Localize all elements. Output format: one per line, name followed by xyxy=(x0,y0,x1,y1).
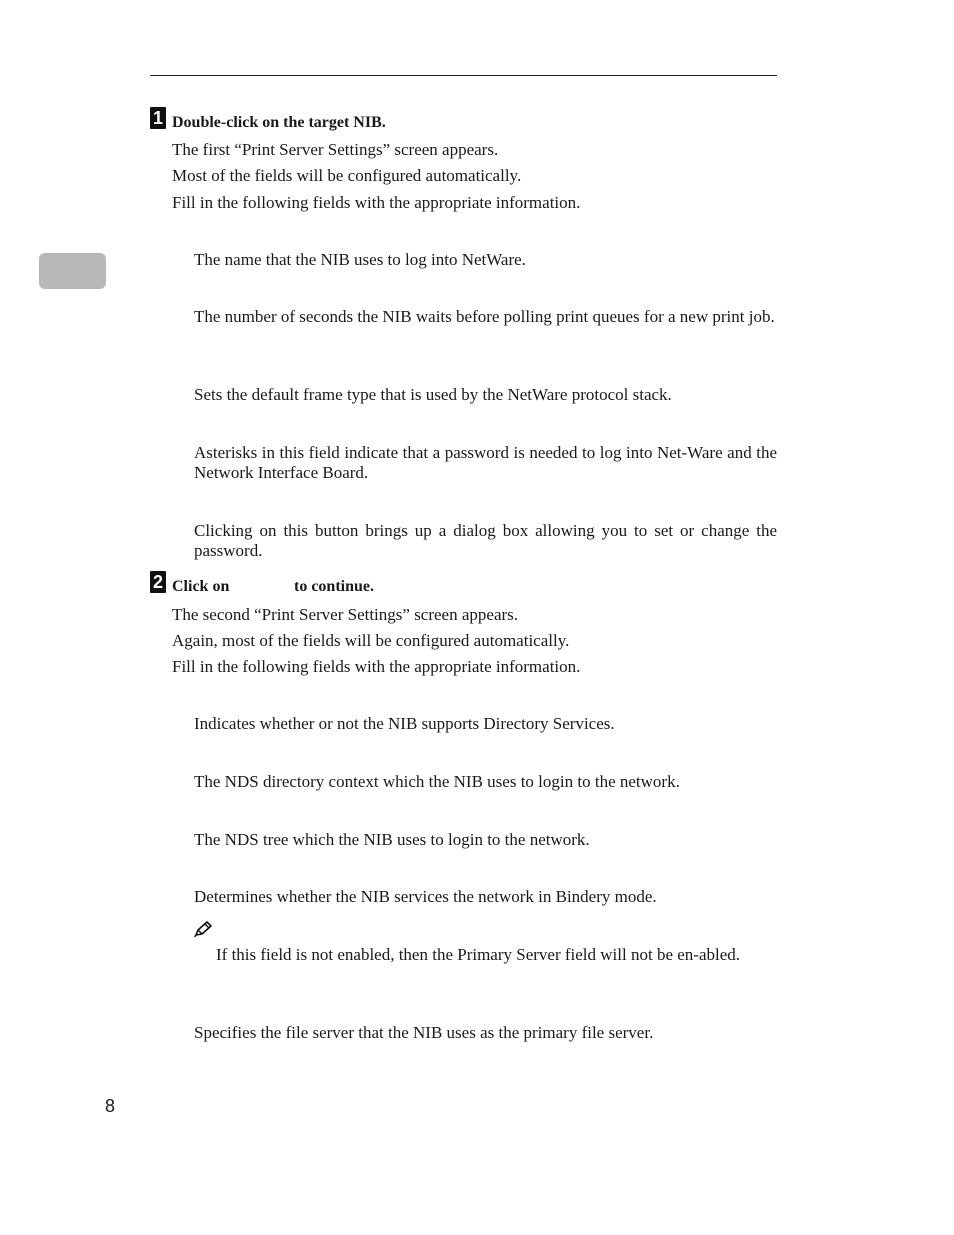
field-desc-nib-name: The name that the NIB uses to log into NetWare. xyxy=(194,250,526,269)
step-2-title-prefix: Click on xyxy=(172,578,230,595)
step-2-title-suffix: to continue. xyxy=(294,578,374,595)
step-2-line-1: The second “Print Server Settings” screen appears. xyxy=(172,605,519,624)
field-desc-nds-context: The NDS directory context which the NIB uses to login to the network. xyxy=(194,772,680,791)
step-1-number: 1 xyxy=(150,107,166,129)
field-desc-frame-type: Sets the default frame type that is used by the NetWare protocol stack. xyxy=(194,385,672,404)
chapter-tab xyxy=(39,253,106,289)
note-text: If this field is not enabled, then the Primary Server field will not be en-abled. xyxy=(216,945,741,964)
field-desc-nds-tree: The NDS tree which the NIB uses to login to the network. xyxy=(194,830,590,849)
field-desc-bindery-mode: Determines whether the NIB services the network in Bindery mode. xyxy=(194,887,657,906)
page-number: 8 xyxy=(105,1096,116,1116)
header-rule xyxy=(150,75,777,76)
step-2-line-2: Again, most of the fields will be configured automatically. xyxy=(172,631,570,650)
field-desc-password-button: Clicking on this button brings up a dialog box allowing you to set or change the password. xyxy=(194,521,777,560)
step-1-line-2: Most of the fields will be configured automatically. xyxy=(172,166,522,185)
step-1-title: Double-click on the target NIB. xyxy=(172,114,386,131)
field-desc-password: Asterisks in this field indicate that a password is needed to log into Net-Ware and the Network Interface Board. xyxy=(194,443,777,482)
step-2-number: 2 xyxy=(150,571,166,593)
step-1-line-3: Fill in the following fields with the appropriate information. xyxy=(172,193,581,212)
field-desc-directory-services: Indicates whether or not the NIB supports Directory Services. xyxy=(194,714,615,733)
step-1-line-1: The first “Print Server Settings” screen appears. xyxy=(172,140,499,159)
field-desc-primary-server: Specifies the file server that the NIB uses as the primary file server. xyxy=(194,1023,654,1042)
step-2-line-3: Fill in the following fields with the appropriate information. xyxy=(172,657,581,676)
pencil-icon xyxy=(193,920,213,938)
field-desc-poll-interval: The number of seconds the NIB waits before polling print queues for a new print job. xyxy=(194,307,775,326)
